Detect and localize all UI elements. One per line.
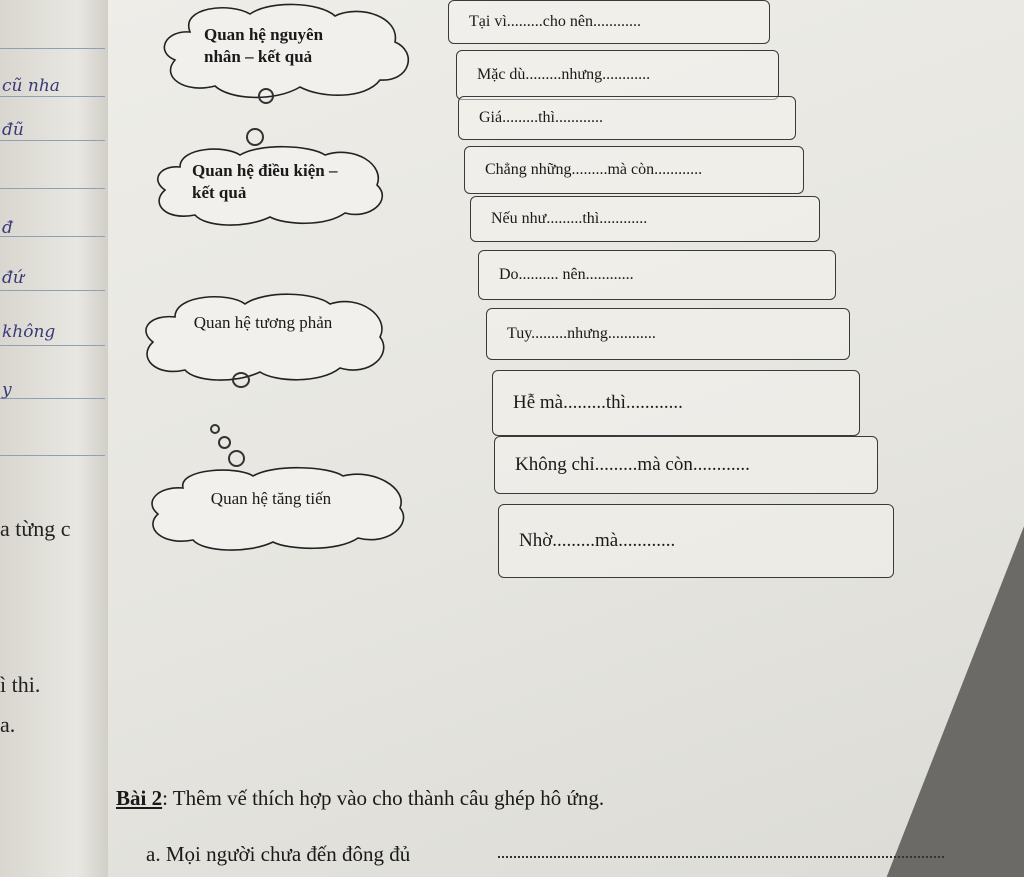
conjunction-pair-box: Hễ mà.........thì............ xyxy=(492,370,860,436)
exercise-heading xyxy=(116,786,604,811)
ruled-line xyxy=(0,345,105,346)
exercise-item-a: a. Mọi người chưa đến đông đủ xyxy=(146,842,411,866)
handwritten-note: cũ nha xyxy=(2,76,60,96)
conjunction-pair-box: Mặc dù.........nhưng............ xyxy=(456,50,779,100)
printed-fragment: a. xyxy=(0,712,16,737)
handwritten-note: đ xyxy=(2,218,13,238)
conjunction-pair-box: Tuy.........nhưng............ xyxy=(486,308,850,360)
ruled-line xyxy=(0,48,105,49)
ruled-line xyxy=(0,140,105,141)
printed-fragment: ì thi. xyxy=(0,672,41,697)
handwritten-note: y xyxy=(2,380,12,400)
thought-bubble xyxy=(246,128,264,146)
conjunction-pair-box: Nếu như.........thì............ xyxy=(470,196,820,242)
thought-bubble xyxy=(258,88,274,104)
cloud-shape xyxy=(135,292,390,382)
cloud-label: Quan hệ điều kiện – kết quả xyxy=(192,161,338,202)
left-notebook-page xyxy=(0,0,110,877)
thought-bubble xyxy=(232,372,250,388)
cloud-label: Quan hệ tương phản xyxy=(193,313,333,332)
thought-bubble xyxy=(218,436,231,449)
conjunction-pair-box: Giá.........thì............ xyxy=(458,96,796,140)
ruled-line xyxy=(0,455,105,456)
handwritten-note: không xyxy=(2,322,56,342)
answer-line xyxy=(498,856,944,858)
cloud-label: Quan hệ nguyên nhân – kết quả xyxy=(204,25,324,66)
handwritten-note: đũ xyxy=(2,120,24,140)
conjunction-pair-box: Do.......... nên............ xyxy=(478,250,836,300)
conjunction-pair-box: Nhờ.........mà............ xyxy=(498,504,894,578)
printed-fragment: a từng c xyxy=(0,516,71,541)
handwritten-note: đứ xyxy=(2,268,24,288)
thought-bubble xyxy=(228,450,245,467)
ruled-line xyxy=(0,188,105,189)
ruled-line xyxy=(0,290,105,291)
ruled-line xyxy=(0,398,105,399)
thought-bubble xyxy=(210,424,220,434)
cloud-label: Quan hệ tăng tiến xyxy=(210,489,332,508)
ruled-line xyxy=(0,96,105,97)
exercise-number: Bài 2 xyxy=(116,786,163,810)
exercise-instruction: : Thêm vế thích hợp vào cho thành câu ghép hô ứng. xyxy=(162,786,605,810)
conjunction-pair-box: Tại vì.........cho nên............ xyxy=(448,0,770,44)
conjunction-pair-box: Chẳng những.........mà còn............ xyxy=(464,146,804,194)
conjunction-pair-box: Không chỉ.........mà còn............ xyxy=(494,436,878,494)
ruled-line xyxy=(0,236,105,237)
